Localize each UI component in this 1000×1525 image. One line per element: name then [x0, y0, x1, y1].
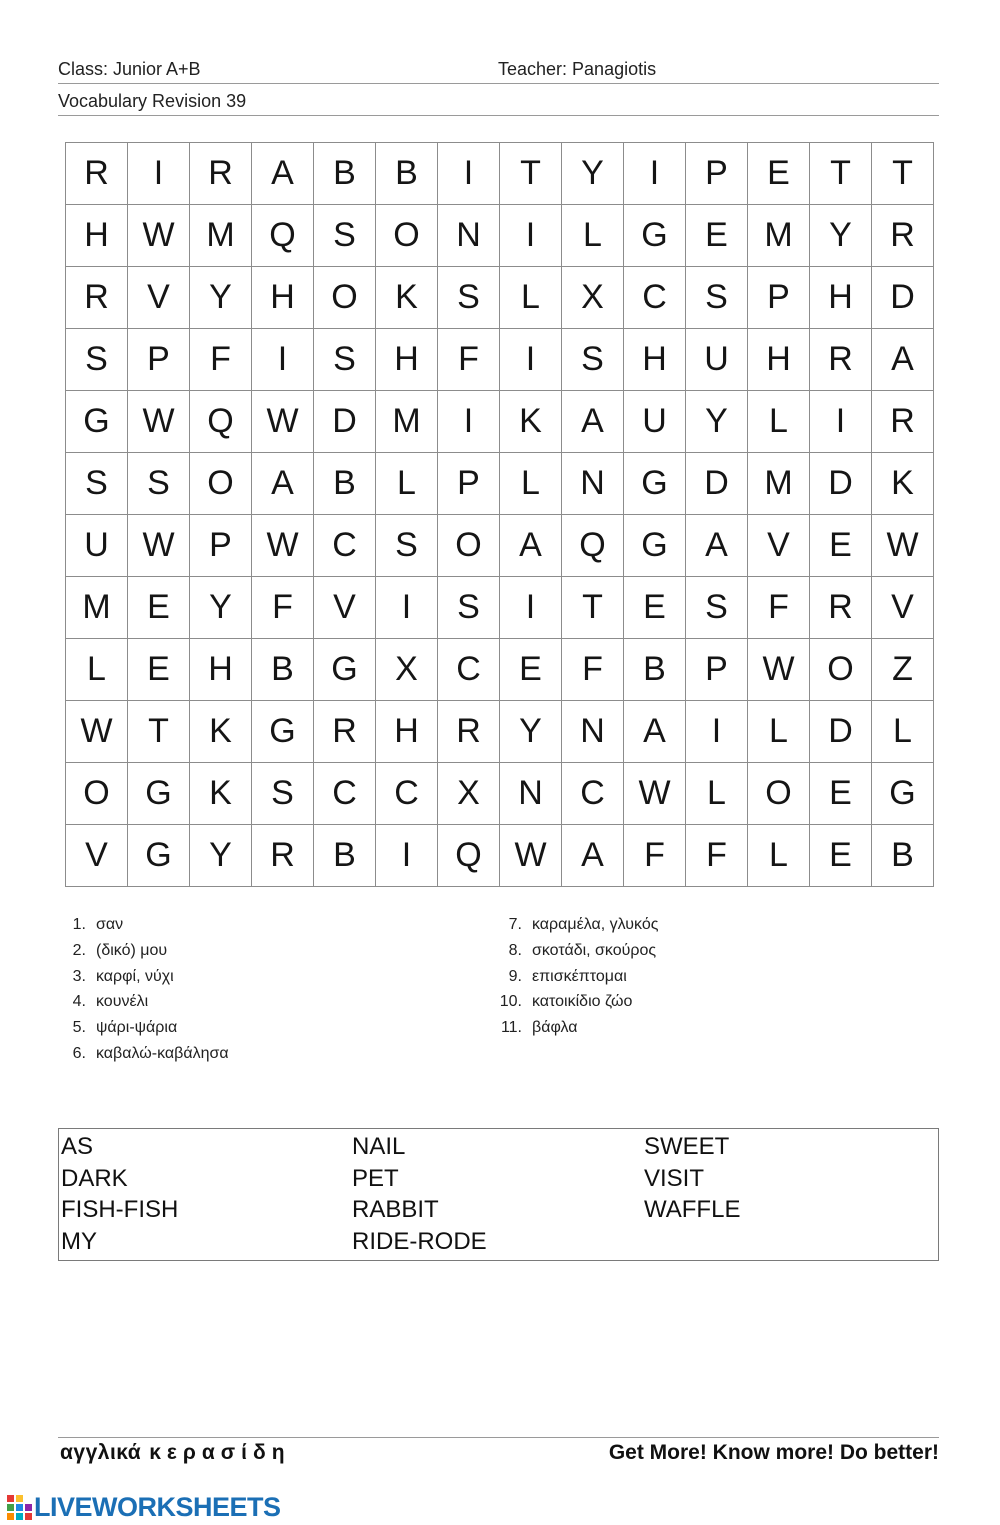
grid-cell[interactable]: E [128, 577, 190, 639]
grid-cell[interactable]: M [376, 391, 438, 453]
grid-cell[interactable]: L [748, 701, 810, 763]
grid-cell[interactable]: Y [190, 825, 252, 887]
clue-text: σαν [96, 916, 124, 933]
grid-cell[interactable]: D [314, 391, 376, 453]
grid-cell[interactable]: A [562, 391, 624, 453]
grid-cell[interactable]: N [562, 701, 624, 763]
grid-row [66, 701, 934, 763]
clue-number: 9. [508, 967, 522, 985]
grid-cell[interactable]: O [190, 453, 252, 515]
grid-cell[interactable]: I [500, 329, 562, 391]
grid-cell[interactable]: G [314, 639, 376, 701]
grid-cell[interactable]: B [314, 453, 376, 515]
grid-cell[interactable]: W [624, 763, 686, 825]
grid-cell[interactable]: K [376, 267, 438, 329]
grid-cell[interactable]: S [66, 453, 128, 515]
clue-number: 7. [508, 916, 522, 933]
footer-divider [58, 1437, 939, 1438]
grid-row [66, 453, 934, 515]
grid-cell[interactable]: C [314, 763, 376, 825]
grid-cell[interactable]: H [376, 701, 438, 763]
grid-cell[interactable]: I [686, 701, 748, 763]
grid-cell[interactable]: E [624, 577, 686, 639]
word-bank-item: NAIL [352, 1133, 406, 1160]
clue-text: καρφί, νύχι [96, 967, 174, 985]
grid-cell[interactable]: H [624, 329, 686, 391]
grid-cell[interactable]: G [128, 825, 190, 887]
grid-cell[interactable]: K [190, 763, 252, 825]
grid-cell[interactable]: D [686, 453, 748, 515]
grid-cell[interactable]: M [190, 205, 252, 267]
word-bank-item: DARK [61, 1164, 128, 1192]
grid-cell[interactable]: I [128, 143, 190, 205]
clue-number: 1. [72, 916, 86, 933]
grid-cell[interactable]: I [376, 825, 438, 887]
grid-cell[interactable]: W [252, 515, 314, 577]
clue-number: 6. [72, 1044, 86, 1062]
clue-item [498, 938, 658, 964]
grid-cell[interactable]: R [314, 701, 376, 763]
grid-cell[interactable]: E [810, 763, 872, 825]
clue-item [498, 989, 658, 1015]
grid-row [66, 267, 934, 329]
word-bank-item: AS [61, 1133, 94, 1160]
grid-cell[interactable]: X [562, 267, 624, 329]
word-bank-column [61, 1131, 178, 1257]
grid-cell[interactable]: B [252, 639, 314, 701]
grid-cell[interactable]: B [376, 143, 438, 205]
grid-cell[interactable]: O [314, 267, 376, 329]
grid-cell[interactable]: E [686, 205, 748, 267]
grid-cell[interactable]: E [810, 515, 872, 577]
grid-cell[interactable]: U [624, 391, 686, 453]
grid-cell[interactable]: A [500, 515, 562, 577]
grid-cell[interactable]: B [624, 639, 686, 701]
clue-text: κατοικίδιο ζώο [532, 993, 633, 1011]
grid-cell[interactable]: Y [500, 701, 562, 763]
grid-cell[interactable]: V [66, 825, 128, 887]
grid-cell[interactable]: O [748, 763, 810, 825]
grid-cell[interactable]: L [500, 453, 562, 515]
grid-cell[interactable]: Y [562, 143, 624, 205]
grid-cell[interactable]: F [624, 825, 686, 887]
clue-number: 3. [72, 967, 86, 985]
grid-cell[interactable]: G [872, 763, 934, 825]
word-bank-item: PET [352, 1164, 399, 1192]
grid-cell[interactable]: S [562, 329, 624, 391]
grid-cell[interactable]: E [810, 825, 872, 887]
grid-cell[interactable]: B [872, 825, 934, 887]
grid-cell[interactable]: B [314, 143, 376, 205]
grid-cell[interactable]: C [624, 267, 686, 329]
grid-cell[interactable]: T [810, 143, 872, 205]
grid-cell[interactable]: F [190, 329, 252, 391]
clue-text: καβαλώ-καβάλησα [96, 1044, 229, 1062]
grid-cell[interactable]: G [252, 701, 314, 763]
clue-number: 10. [499, 993, 522, 1011]
header-row-title [58, 84, 939, 116]
grid-cell[interactable]: M [66, 577, 128, 639]
grid-cell[interactable]: B [314, 825, 376, 887]
grid-cell[interactable]: N [438, 205, 500, 267]
clue-number: 11. [500, 1019, 522, 1037]
clue-text: καραμέλα, γλυκός [532, 916, 659, 933]
grid-cell[interactable]: X [438, 763, 500, 825]
grid-cell[interactable]: D [810, 453, 872, 515]
word-bank-item: VISIT [644, 1164, 705, 1192]
grid-cell[interactable]: F [748, 577, 810, 639]
grid-cell[interactable]: A [624, 701, 686, 763]
grid-cell[interactable]: C [314, 515, 376, 577]
grid-cell[interactable]: V [314, 577, 376, 639]
grid-cell[interactable]: U [66, 515, 128, 577]
grid-cell[interactable]: G [624, 205, 686, 267]
clue-list-right [498, 912, 658, 1041]
liveworksheets-wordmark: LIVEWORKSHEETS [34, 1491, 281, 1522]
grid-cell[interactable]: P [128, 329, 190, 391]
word-search-grid [65, 142, 934, 887]
clue-text: σκοτάδι, σκούρος [532, 941, 657, 959]
clue-text: κουνέλι [96, 993, 149, 1011]
grid-cell[interactable]: Q [438, 825, 500, 887]
grid-cell[interactable]: I [438, 391, 500, 453]
grid-cell[interactable]: S [686, 267, 748, 329]
grid-cell[interactable]: D [872, 267, 934, 329]
clue-item [62, 989, 229, 1015]
grid-cell[interactable]: S [438, 267, 500, 329]
grid-cell[interactable]: L [686, 763, 748, 825]
grid-cell[interactable]: H [810, 267, 872, 329]
teacher-label: Teacher: Panagiotis [498, 59, 657, 79]
clue-item [62, 1041, 229, 1067]
grid-cell[interactable]: K [500, 391, 562, 453]
grid-cell[interactable]: W [128, 515, 190, 577]
grid-cell[interactable]: R [810, 577, 872, 639]
footer-slogan: Get More! Know more! Do better! [608, 1441, 939, 1464]
grid-cell[interactable]: Q [562, 515, 624, 577]
grid-cell[interactable]: E [748, 143, 810, 205]
clue-text: επισκέπτομαι [532, 967, 627, 985]
word-bank-item: FISH-FISH [61, 1196, 179, 1223]
grid-cell[interactable]: I [438, 143, 500, 205]
grid-cell[interactable]: Y [686, 391, 748, 453]
grid-cell[interactable]: C [376, 763, 438, 825]
grid-cell[interactable]: A [252, 143, 314, 205]
grid-cell[interactable]: R [190, 143, 252, 205]
grid-cell[interactable]: H [748, 329, 810, 391]
grid-cell[interactable]: W [748, 639, 810, 701]
grid-row [66, 205, 934, 267]
word-bank-item: RABBIT [352, 1196, 439, 1223]
grid-cell[interactable]: W [128, 391, 190, 453]
grid-cell[interactable]: F [438, 329, 500, 391]
grid-cell[interactable]: A [686, 515, 748, 577]
clue-item [62, 938, 229, 964]
grid-cell[interactable]: A [562, 825, 624, 887]
grid-cell[interactable]: D [810, 701, 872, 763]
worksheet-title: Vocabulary Revision 39 [58, 91, 247, 111]
clue-item [498, 912, 658, 938]
grid-cell[interactable]: T [500, 143, 562, 205]
grid-cell[interactable]: L [872, 701, 934, 763]
grid-cell[interactable]: R [872, 205, 934, 267]
grid-cell[interactable]: Q [252, 205, 314, 267]
grid-cell[interactable]: Y [810, 205, 872, 267]
grid-cell[interactable]: U [686, 329, 748, 391]
grid-cell[interactable]: E [128, 639, 190, 701]
grid-cell[interactable]: E [500, 639, 562, 701]
grid-cell[interactable]: W [872, 515, 934, 577]
grid-cell[interactable]: P [748, 267, 810, 329]
grid-cell[interactable]: K [190, 701, 252, 763]
grid-cell[interactable]: I [810, 391, 872, 453]
grid-cell[interactable]: L [66, 639, 128, 701]
grid-cell[interactable]: Y [190, 267, 252, 329]
grid-cell[interactable]: F [562, 639, 624, 701]
header-row-class-teacher [58, 52, 939, 84]
word-bank [58, 1128, 939, 1261]
grid-cell[interactable]: L [376, 453, 438, 515]
grid-cell[interactable]: V [128, 267, 190, 329]
word-bank-item: RIDE-RODE [352, 1227, 487, 1255]
grid-row [66, 515, 934, 577]
grid-cell[interactable]: R [66, 267, 128, 329]
grid-cell[interactable]: O [376, 205, 438, 267]
grid-cell[interactable]: H [66, 205, 128, 267]
grid-cell[interactable]: S [314, 205, 376, 267]
grid-cell[interactable]: A [872, 329, 934, 391]
footer-author-name: κερασίδη [149, 1441, 291, 1464]
grid-cell[interactable]: P [686, 143, 748, 205]
liveworksheets-logo-icon [7, 1495, 32, 1520]
grid-cell[interactable]: S [376, 515, 438, 577]
grid-cell[interactable]: R [66, 143, 128, 205]
clue-text: βάφλα [532, 1019, 578, 1037]
grid-cell[interactable]: H [376, 329, 438, 391]
grid-cell[interactable]: S [438, 577, 500, 639]
grid-row [66, 143, 934, 205]
grid-cell[interactable]: M [748, 205, 810, 267]
grid-cell[interactable]: H [190, 639, 252, 701]
grid-row [66, 639, 934, 701]
clue-text: (δικό) μου [96, 941, 168, 959]
grid-row [66, 577, 934, 639]
grid-cell[interactable]: H [252, 267, 314, 329]
grid-row [66, 763, 934, 825]
grid-cell[interactable]: S [128, 453, 190, 515]
grid-cell[interactable]: W [500, 825, 562, 887]
grid-cell[interactable]: K [872, 453, 934, 515]
grid-cell[interactable]: T [872, 143, 934, 205]
footer-author-prefix: αγγλικά [60, 1441, 142, 1464]
grid-cell[interactable]: W [66, 701, 128, 763]
grid-cell[interactable]: O [66, 763, 128, 825]
grid-cell[interactable]: S [252, 763, 314, 825]
grid-cell[interactable]: S [686, 577, 748, 639]
clue-text: ψάρι-ψάρια [96, 1019, 178, 1037]
grid-cell[interactable]: R [438, 701, 500, 763]
grid-cell[interactable]: R [872, 391, 934, 453]
grid-row [66, 329, 934, 391]
clue-item [62, 912, 229, 938]
grid-row [66, 825, 934, 887]
grid-cell[interactable]: I [252, 329, 314, 391]
clue-item [62, 1015, 229, 1041]
grid-cell[interactable]: W [128, 205, 190, 267]
grid-cell[interactable]: L [500, 267, 562, 329]
grid-cell[interactable]: R [810, 329, 872, 391]
grid-cell[interactable]: M [748, 453, 810, 515]
grid-cell[interactable]: N [500, 763, 562, 825]
clue-number: 2. [72, 941, 86, 959]
grid-cell[interactable]: F [686, 825, 748, 887]
clue-item [498, 1015, 658, 1041]
word-bank-item: MY [61, 1227, 97, 1255]
grid-cell[interactable]: I [500, 205, 562, 267]
grid-cell[interactable]: P [190, 515, 252, 577]
grid-cell[interactable]: L [748, 391, 810, 453]
grid-cell[interactable]: L [748, 825, 810, 887]
word-bank-item: SWEET [644, 1133, 730, 1160]
clue-item [498, 964, 658, 990]
word-bank-column [644, 1131, 740, 1226]
grid-cell[interactable]: A [252, 453, 314, 515]
grid-cell[interactable]: X [376, 639, 438, 701]
grid-cell[interactable]: I [376, 577, 438, 639]
grid-cell[interactable]: S [314, 329, 376, 391]
grid-cell[interactable]: T [562, 577, 624, 639]
word-bank-column [352, 1131, 487, 1257]
grid-cell[interactable]: V [872, 577, 934, 639]
clue-number: 4. [72, 993, 86, 1011]
grid-cell[interactable]: C [438, 639, 500, 701]
grid-cell[interactable]: Z [872, 639, 934, 701]
grid-cell[interactable]: F [252, 577, 314, 639]
grid-cell[interactable]: O [810, 639, 872, 701]
grid-cell[interactable]: W [252, 391, 314, 453]
clue-item [62, 964, 229, 990]
liveworksheets-brand[interactable] [7, 1493, 281, 1521]
grid-cell[interactable]: L [562, 205, 624, 267]
grid-cell[interactable]: O [438, 515, 500, 577]
clue-number: 8. [508, 941, 522, 959]
grid-row [66, 391, 934, 453]
grid-cell[interactable]: T [128, 701, 190, 763]
grid-cell[interactable]: V [748, 515, 810, 577]
footer-author [60, 1441, 291, 1465]
grid-cell[interactable]: G [624, 453, 686, 515]
grid-cell[interactable]: Q [190, 391, 252, 453]
class-label: Class: Junior A+B [58, 59, 201, 79]
word-bank-item: WAFFLE [644, 1196, 741, 1223]
grid-cell[interactable]: R [252, 825, 314, 887]
grid-cell[interactable]: P [438, 453, 500, 515]
grid-cell[interactable]: C [562, 763, 624, 825]
clue-number: 5. [72, 1019, 86, 1037]
grid-cell[interactable]: G [624, 515, 686, 577]
grid-cell[interactable]: N [562, 453, 624, 515]
grid-cell[interactable]: G [128, 763, 190, 825]
grid-cell[interactable]: P [686, 639, 748, 701]
grid-cell[interactable]: I [500, 577, 562, 639]
grid-cell[interactable]: Y [190, 577, 252, 639]
grid-cell[interactable]: S [66, 329, 128, 391]
grid-cell[interactable]: I [624, 143, 686, 205]
clue-list-left [62, 912, 229, 1067]
grid-cell[interactable]: G [66, 391, 128, 453]
